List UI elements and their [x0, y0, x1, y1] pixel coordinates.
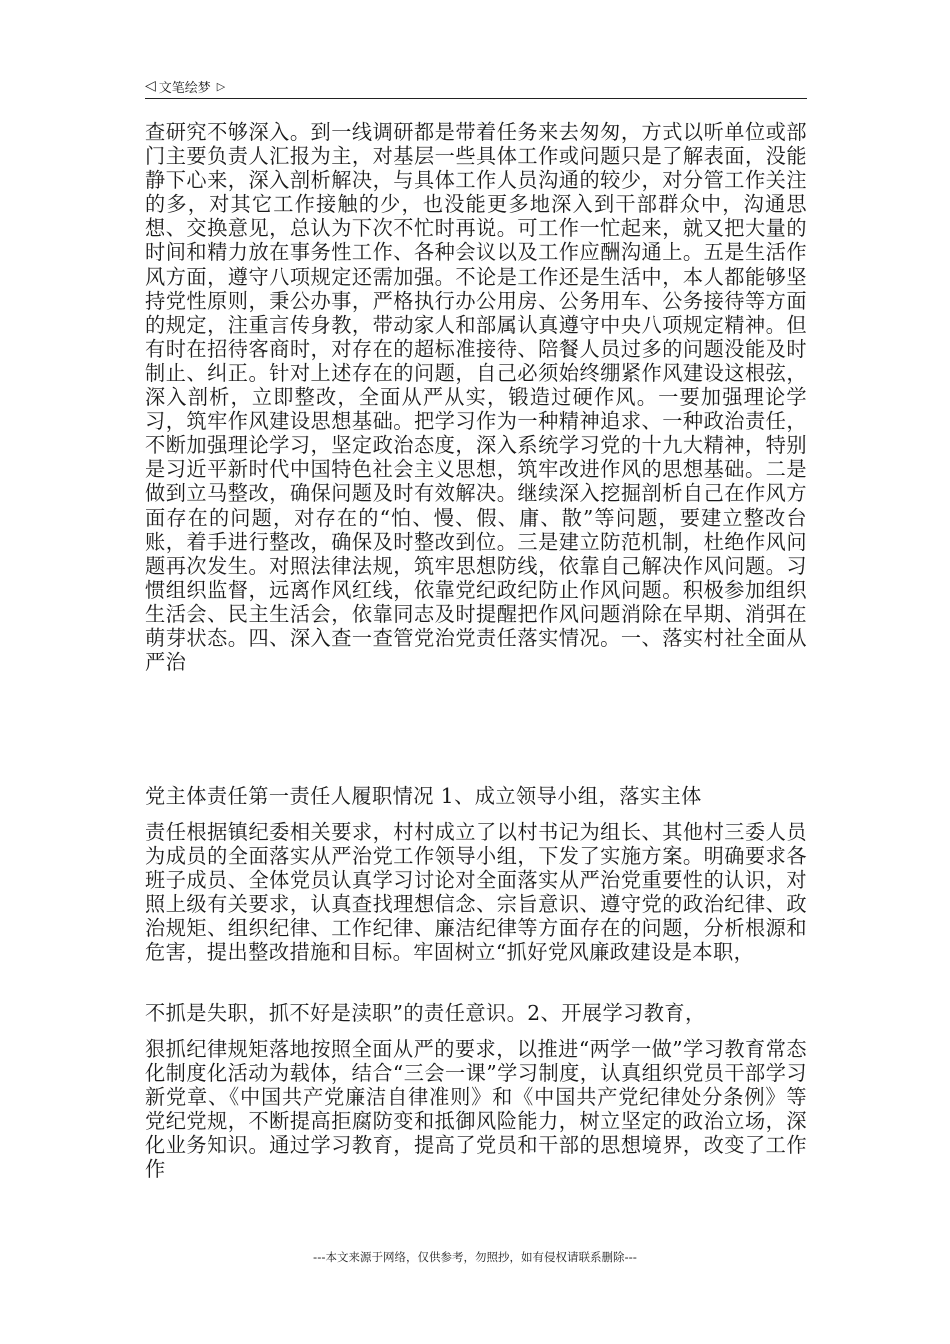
document-body: [145, 120, 807, 1217]
paragraph: 党主体责任第一责任人履职情况 1、成立领导小组，落实主体: [145, 784, 702, 808]
paragraph: 责任根据镇纪委相关要求，村村成立了以村书记为组长、其他村三委人员为成员的全面落实从严治党工作领导小组，下发了实施方案。明确要求各班子成员、全体党员认真学习讨论对全面落实从严治党重要性的认识，对照上级有关要求，认真查找理想信念、宗旨意识、遵守党的政治纪律、政治规矩、组织纪律、工作纪律、廉洁纪律等方面存在的问题，分析根源和危害，提出整改措施和目标。牢固树立“抓好党风廉政建设是本职，: [145, 820, 807, 965]
paragraph: 狠抓纪律规矩落地按照全面从严的要求，以推进“两学一做”学习教育常态化制度化活动为载体，结合“三会一课”学习制度，认真组织党员干部学习新党章、《中国共产党廉洁自律准则》和《中国共产党纪律处分条例》等党纪党规，不断提高拒腐防变和抵御风险能力，树立坚定的政治立场，深化业务知识。通过学习教育，提高了党员和干部的思想境界，改变了工作作: [145, 1037, 807, 1182]
paragraph: 查研究不够深入。到一线调研都是带着任务来去匆匆，方式以听单位或部门主要负责人汇报为主，对基层一些具体工作或问题只是了解表面，没能静下心来，深入剖析解决，与具体工作人员沟通的较少，对分管工作关注的多，对其它工作接触的少，也没能更多地深入到干部群众中，沟通思想、交换意见，总认为下次不忙时再说。可工作一忙起来，就又把大量的时间和精力放在事务性工作、各种会议以及工作应酬沟通上。五是生活作风方面，遵守八项规定还需加强。不论是工作还是生活中，本人都能够坚持党性原则，秉公办事，严格执行办公用房、公务用车、公务接待等方面的规定，注重言传身教，带动家人和部属认真遵守中央八项规定精神。但有时在招待客商时，对存在的超标准接待、陪餐人员过多的问题没能及时制止、纠正。针对上述存在的问题，自己必须始终绷紧作风建设这根弦，深入剖析，立即整改，全面从严从实，锻造过硬作风。一要加强理论学习，筑牢作风建设思想基础。把学习作为一种精神追求、一种政治责任，不断加强理论学习，坚定政治态度，深入系统学习党的十九大精神，特别是习近平新时代中国特色社会主义思想，筑牢改进作风的思想基础。二是做到立马整改，确保问题及时有效解决。继续深入挖掘剖析自己在作风方面存在的问题，对存在的“怕、慢、假、庸、散”等问题，要建立整改台账，着手进行整改，确保及时整改到位。三是建立防范机制，杜绝作风问题再次发生。对照法律法规，筑牢思想防线，依靠自己解决作风问题。习惯组织监督，远离作风红线，依靠党纪政纪防止作风问题。积极参加组织生活会、民主生活会，依靠同志及时提醒把作风问题消除在早期、消弭在萌芽状态。四、深入查一查管党治党责任落实情况。一、落实村社全面从严治: [145, 120, 807, 675]
triangle-left-icon: ◁: [145, 78, 156, 94]
footer-disclaimer: ---本文来源于网络，仅供参考，勿照抄，如有侵权请联系删除---: [313, 1250, 637, 1264]
triangle-right-icon: ▷: [216, 79, 226, 93]
paragraph: 不抓是失职，抓不好是渎职”的责任意识。2、开展学习教育，: [145, 1001, 706, 1025]
header-title: 文笔绘梦: [158, 80, 211, 96]
page-header: [145, 74, 807, 99]
